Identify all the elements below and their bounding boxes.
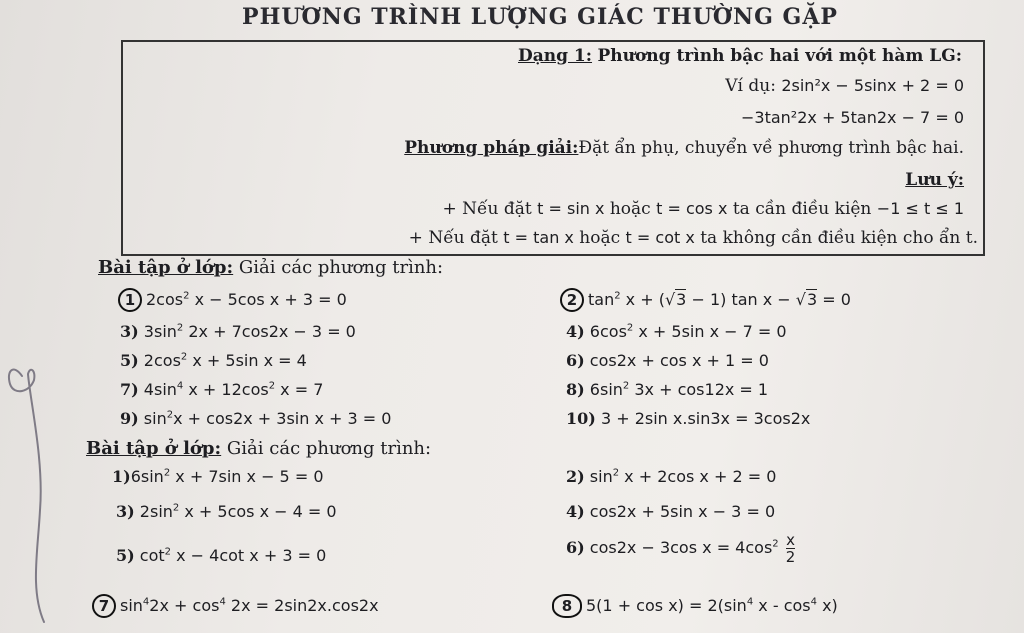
- note-1: [443, 199, 964, 219]
- note2-b: t = cot x: [625, 228, 695, 247]
- note1-post: ta cần điều kiện: [732, 199, 872, 219]
- s1-item-10: [566, 409, 810, 428]
- item-number: 7): [120, 380, 139, 399]
- s1-item-5: [120, 351, 307, 370]
- equation: $4\sin^4$ $x + 12\cos^2$ x = 7: [143, 380, 324, 399]
- note-2: [409, 228, 978, 248]
- item-number: 9): [120, 409, 139, 428]
- equation: $\tan^2 x + (√3 - 1)$ tan x − √3 = 0: [588, 289, 851, 309]
- handwritten-bracket-mark: [0, 340, 70, 630]
- equation: 3 + 2sin x.sin3x = 3cos2x: [600, 409, 811, 428]
- s1-item-2: [560, 288, 851, 312]
- note1-cond: −1 ≤ t ≤ 1: [876, 199, 964, 218]
- equation: $3\sin^2$ 2x + 7cos2x − 3 = 0: [143, 322, 356, 341]
- note2-post: ta không cần điều kiện cho ẩn t.: [700, 228, 978, 248]
- s2-item-4: [566, 502, 775, 521]
- note1-a: t = sin x: [537, 199, 605, 218]
- section2-heading: [86, 438, 431, 459]
- phuongphap-label: Phương pháp giải:: [404, 138, 579, 158]
- note1-b: t = cos x: [656, 199, 728, 218]
- circled-number: 8: [552, 594, 582, 618]
- note1-mid: hoặc: [609, 199, 651, 219]
- equation: $5(1 + \cos x) = 2(\sin^4$ x - $\cos^4 x$): [586, 595, 838, 615]
- section1-heading: [98, 257, 443, 278]
- vidu-eq-2: −3tan²2x + 5tan2x − 7 = 0: [740, 108, 964, 127]
- item-number: 6): [566, 351, 585, 370]
- item-number: 6): [566, 538, 585, 557]
- section1-heading-label: Bài tập ở lớp:: [98, 257, 234, 278]
- equation: $6\cos^2$ x + 5sin x − 7 = 0: [589, 322, 787, 341]
- section2-heading-label: Bài tập ở lớp:: [86, 438, 222, 459]
- equation: $\sin^2x + \cos 2x + 3\sin$ x + 3 = 0: [143, 409, 392, 428]
- section1-heading-text: Giải các phương trình:: [238, 257, 444, 278]
- note2-pre: + Nếu đặt: [408, 228, 498, 248]
- equation: $\sin^42x + \cos^4 2x = 2\sin 2x.\cos 2x$: [120, 595, 379, 615]
- s1-item-7: [120, 380, 323, 399]
- phuongphap-line: [404, 138, 964, 158]
- dang-label: Dạng 1:: [518, 46, 593, 66]
- section2-heading-text: Giải các phương trình:: [226, 438, 432, 459]
- s2-item-8: [552, 594, 838, 618]
- note1-pre: + Nếu đặt: [442, 199, 532, 219]
- s1-item-8: [566, 380, 768, 399]
- item-number: 5): [120, 351, 139, 370]
- equation: $6\sin^2$ 3x + cos12x = 1: [589, 380, 769, 399]
- equation: cos2x − 3cos $x = 4\cos^2$ $\frac{x}{2}$: [589, 531, 796, 566]
- circled-number: 7: [92, 594, 116, 618]
- note2-mid: hoặc: [579, 228, 621, 248]
- phuongphap-text: Đặt ẩn phụ, chuyển về phương trình bậc hai.: [578, 138, 964, 158]
- circled-number: 2: [560, 288, 584, 312]
- item-number: 5): [116, 546, 135, 565]
- dang-text: Phương trình bậc hai với một hàm LG:: [597, 46, 962, 66]
- s1-item-1: [118, 288, 347, 312]
- vidu-eq-1: 2sin²x − 5sinx + 2 = 0: [781, 76, 964, 95]
- item-number: 1): [112, 467, 131, 486]
- vidu-label: Ví dụ:: [725, 76, 776, 96]
- page-title: PHƯƠNG TRÌNH LƯỢNG GIÁC THƯỜNG GẶP: [242, 4, 838, 30]
- item-number: 3): [116, 502, 135, 521]
- item-number: 8): [566, 380, 585, 399]
- equation: $6\sin^2$ x + 7sin x − 5 = 0: [130, 467, 324, 486]
- circled-number: 1: [118, 288, 142, 312]
- s2-item-2: [566, 467, 776, 486]
- item-number: 4): [566, 322, 585, 341]
- equation: $\cot^2 x - 4\cot$ x + 3 = 0: [139, 546, 327, 565]
- equation: $2\sin^2$ x + 5cos x − 4 = 0: [139, 502, 337, 521]
- s1-item-6: [566, 351, 769, 370]
- luuy-label: Lưu ý:: [905, 170, 964, 190]
- s2-item-5: [116, 546, 326, 565]
- item-number: 4): [566, 502, 585, 521]
- s1-item-4: [566, 322, 787, 341]
- item-number: 2): [566, 467, 585, 486]
- equation: $2\cos^2$ x − 5cos x + 3 = 0: [146, 289, 347, 309]
- item-number: 3): [120, 322, 139, 341]
- s2-item-7: [92, 594, 379, 618]
- s2-item-3: [116, 502, 337, 521]
- equation: cos2x + 5sin x − 3 = 0: [589, 502, 776, 521]
- s1-item-9: [120, 409, 391, 428]
- dang-line: [518, 46, 962, 66]
- item-number: 10): [566, 409, 596, 428]
- vidu-line: [725, 76, 964, 96]
- note2-a: t = tan x: [503, 228, 574, 247]
- s2-item-1: [112, 467, 324, 486]
- equation: $2\cos^2$ x + 5sin x = 4: [143, 351, 307, 370]
- equation: $\sin^2 x + 2\cos$ x + 2 = 0: [589, 467, 777, 486]
- s1-item-3: [120, 322, 356, 341]
- equation: cos2x + cos x + 1 = 0: [589, 351, 769, 370]
- s2-item-6: [566, 532, 797, 565]
